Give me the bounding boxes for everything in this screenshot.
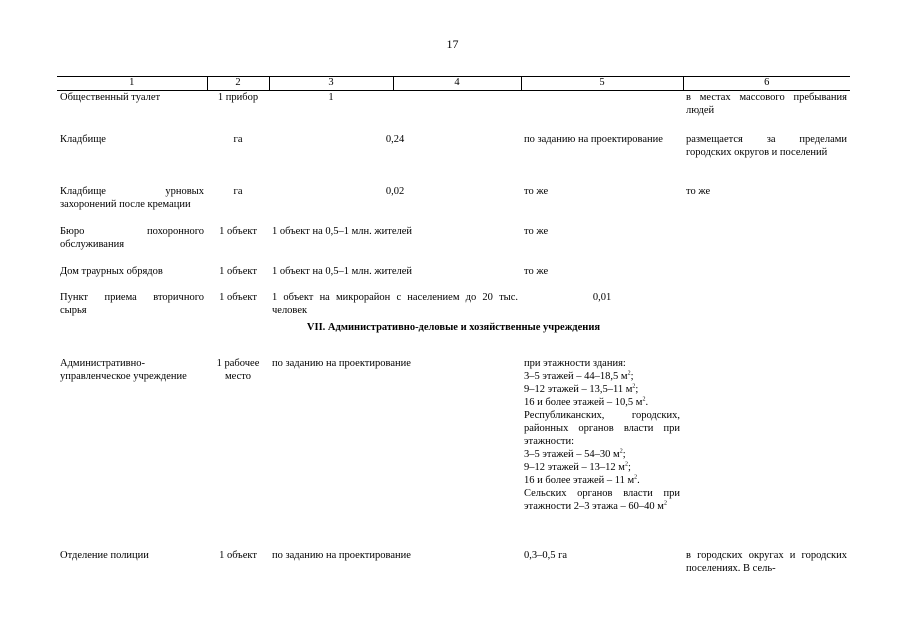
norm-cell: по заданию на проектирование [272, 357, 411, 369]
size-line: 9–12 этажей – 13,5–11 $м^2$; [524, 383, 639, 395]
facility-name: Бюро похоронного обслуживания [60, 225, 204, 250]
size-cell: 0,01 [592, 291, 612, 303]
table-header-row [57, 77, 850, 91]
facility-name: Дом траурных обрядов [60, 265, 163, 277]
facility-name: Кладбище урновых захоронений после кремации [60, 185, 204, 210]
size-cell [521, 357, 683, 549]
unit-cell: 1 объект [219, 225, 257, 237]
table-row [57, 91, 850, 133]
size-line: 16 и более этажей – 10,5 $м^2$. [524, 396, 649, 408]
column-header: 1 [57, 77, 207, 91]
norm-cell: 1 объект на микрорайон с населением до 20 тыс. человек [272, 291, 518, 316]
page-number: 17 [446, 37, 459, 51]
unit-cell: га [233, 185, 243, 197]
size-line: 3–5 этажей – 44–18,5 $м^2$; [524, 370, 634, 382]
size-cell: 0,3–0,5 га [524, 549, 568, 561]
facility-name: Административно-управленческое учреждение [60, 357, 187, 382]
size-cell: по заданию на проектирование [524, 133, 663, 145]
size-line: Сельских органов власти при этажности 2–3 этажа – 60–40 $м^2$ [524, 487, 680, 512]
note-cell [683, 265, 850, 291]
table-row [57, 357, 850, 549]
norm-cell: 1 объект на 0,5–1 млн. жителей [272, 225, 413, 237]
table-row [57, 291, 850, 321]
norm-cell: 1 [328, 92, 334, 103]
empty-cell [393, 91, 521, 133]
note-cell [683, 225, 850, 265]
column-header: 2 [207, 77, 269, 91]
column-header: 3 [269, 77, 393, 91]
unit-cell: 1 объект [219, 291, 257, 303]
size-line: 16 и более этажей – 11 $м^2$. [524, 474, 640, 486]
facility-name: Пункт приема вторичного сырья [60, 291, 204, 316]
note-cell: в городских округах и городских поселениях. В сель- [686, 549, 847, 574]
table-row [57, 225, 850, 265]
unit-cell: 1 объект [219, 265, 257, 277]
norm-cell: 1 объект на 0,5–1 млн. жителей [272, 265, 413, 277]
column-header: 4 [393, 77, 521, 91]
size-cell [521, 91, 683, 133]
note-cell: то же [686, 185, 711, 197]
facility-name: Кладбище [60, 133, 106, 145]
size-cell: то же [524, 185, 549, 197]
table-row [57, 133, 850, 185]
note-cell: в местах массового пребывания людей [686, 92, 847, 116]
size-cell: то же [524, 265, 549, 277]
size-line: при этажности здания: [524, 357, 626, 369]
unit-cell: 1 прибор [217, 92, 259, 103]
table-row [57, 549, 850, 589]
column-header: 6 [683, 77, 850, 91]
note-cell [683, 291, 850, 321]
facility-name: Общественный туалет [60, 92, 161, 103]
size-line: 9–12 этажей – 13–12 $м^2$; [524, 461, 631, 473]
section-heading-row [57, 321, 850, 357]
norms-table [57, 76, 850, 589]
facility-name: Отделение полиции [60, 549, 149, 561]
norm-cell: 0,24 [385, 133, 405, 145]
column-header: 5 [521, 77, 683, 91]
note-cell: размещается за пределами городских округов и поселений [686, 133, 847, 158]
note-cell [683, 357, 850, 549]
size-line: Республиканских, городских, районных органов власти при этажности: [524, 409, 680, 447]
size-line: 3–5 этажей – 54–30 $м^2$; [524, 448, 626, 460]
norm-cell: по заданию на проектирование [272, 549, 411, 561]
table-row [57, 265, 850, 291]
unit-cell: 1 объект [219, 549, 257, 561]
size-cell: то же [524, 225, 549, 237]
section-title: VII. Административно-деловые и хозяйственные учреждения [306, 321, 601, 333]
unit-cell: га [233, 133, 243, 145]
norm-cell: 0,02 [385, 185, 405, 197]
unit-cell: 1 рабочее место [216, 357, 260, 382]
table-row [57, 185, 850, 225]
